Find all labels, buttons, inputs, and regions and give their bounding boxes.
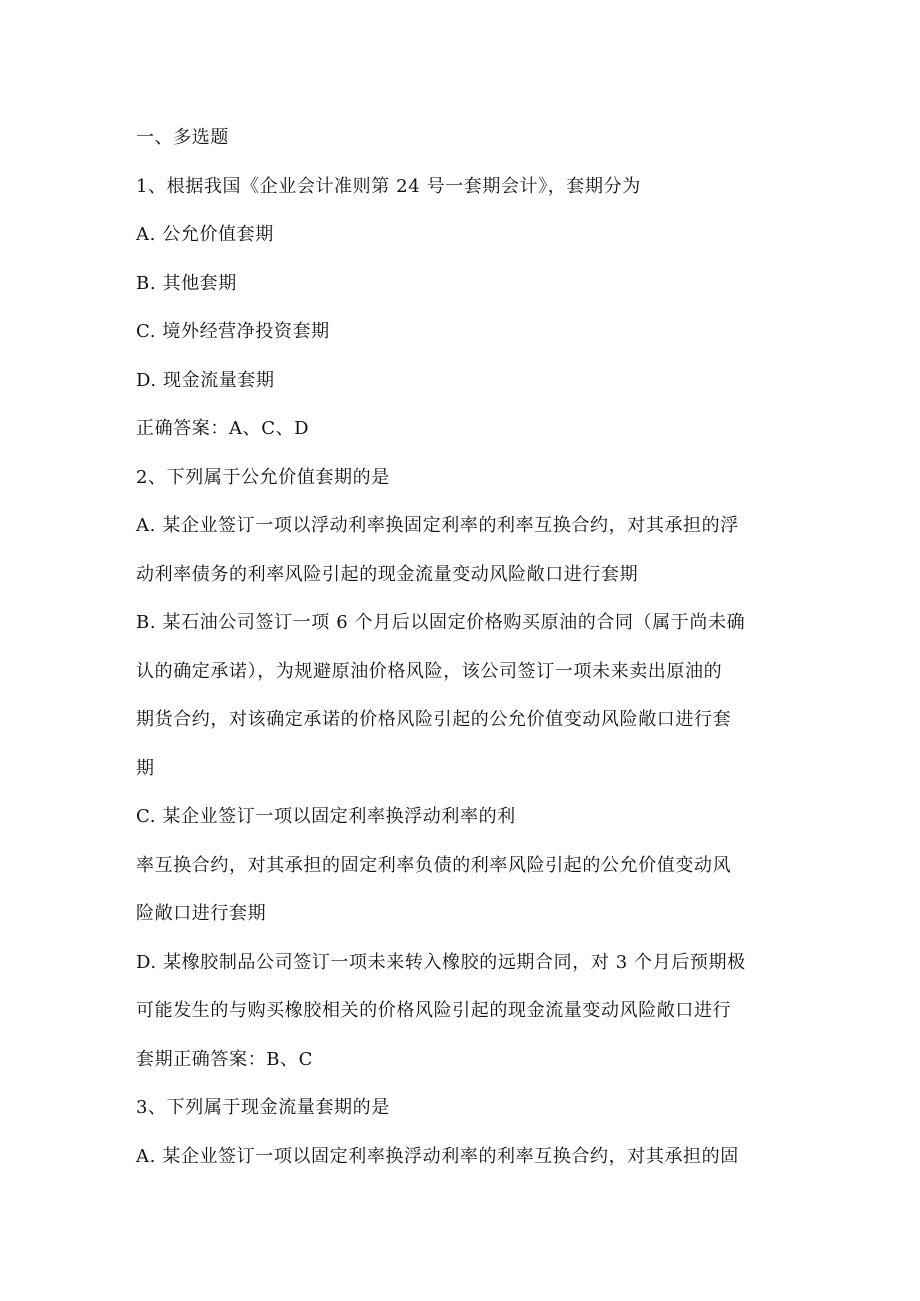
- q2-option-a-line2: 动利率债务的利率风险引起的现金流量变动风险敞口进行套期: [136, 563, 639, 585]
- q2-option-a-line1: A. 某企业签订一项以浮动利率换固定利率的利率互换合约，对其承担的浮: [136, 515, 739, 536]
- q2-option-d-line1: D. 某橡胶制品公司签订一项未来转入橡胶的远期合同，对 3 个月后预期极: [136, 951, 746, 973]
- q1-option-c: C. 境外经营净投资套期: [136, 321, 330, 342]
- q3-option-a-line1: A. 某企业签订一项以固定利率换浮动利率的利率互换合约，对其承担的固: [136, 1145, 739, 1167]
- q2-option-b-line3: 期货合约，对该确定承诺的价格风险引起的公允价值变动风险敞口进行套: [136, 709, 732, 730]
- q2-option-c-line3: 险敞口进行套期: [136, 903, 267, 924]
- q1-option-a: A. 公允价值套期: [136, 224, 274, 245]
- q2-option-b-line1: B. 某石油公司签订一项 6 个月后以固定价格购买原油的合同（属于尚未确: [136, 612, 746, 633]
- q2-option-d-line2: 可能发生的与购买橡胶相关的价格风险引起的现金流量变动风险敞口进行: [136, 1000, 732, 1021]
- section-title: 一、多选题: [136, 127, 229, 148]
- q2-option-c-line2: 率互换合约，对其承担的固定利率负债的利率风险引起的公允价值变动风: [136, 854, 732, 876]
- q2-question: 2、下列属于公允价值套期的是: [136, 466, 390, 488]
- q2-option-d-line3: 套期正确答案：B、C: [136, 1048, 313, 1070]
- q1-option-d: D. 现金流量套期: [136, 369, 275, 391]
- q1-question: 1、根据我国《企业会计准则第 24 号一套期会计》，套期分为: [136, 175, 641, 197]
- document-page: [136, 114, 796, 1181]
- q2-option-c-line1: C. 某企业签订一项以固定利率换浮动利率的利: [136, 806, 516, 827]
- q1-answer: 正确答案：A、C、D: [136, 418, 310, 439]
- q3-question: 3、下列属于现金流量套期的是: [136, 1097, 390, 1118]
- q2-option-b-line2: 认的确定承诺），为规避原油价格风险，该公司签订一项未来卖出原油的: [136, 660, 723, 682]
- q2-option-b-line4: 期: [136, 757, 155, 779]
- q1-option-b: B. 其他套期: [136, 272, 237, 294]
